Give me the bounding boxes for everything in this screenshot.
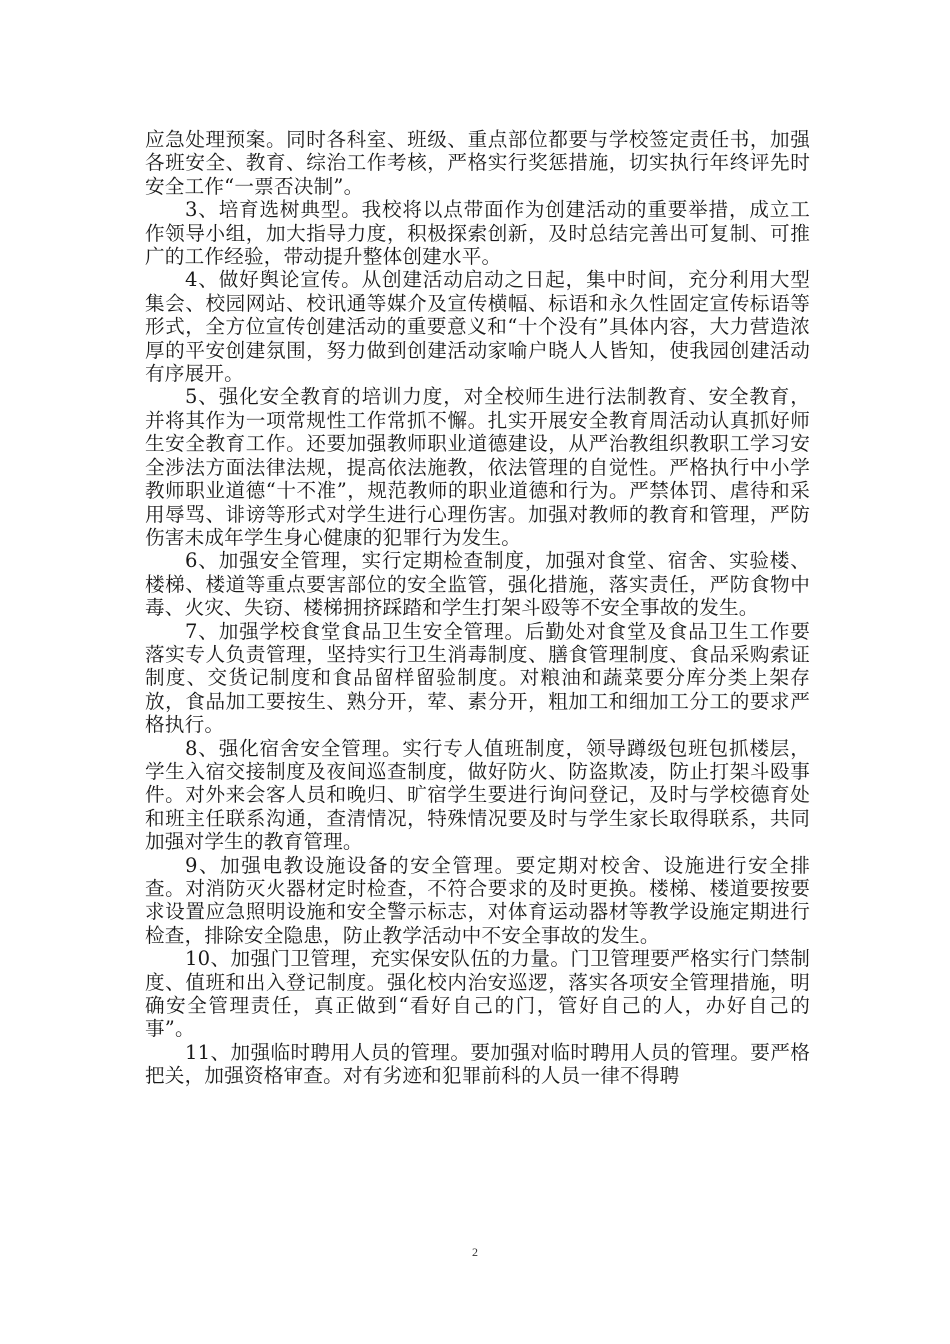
paragraph-item-8: 8、强化宿舍安全管理。实行专人值班制度，领导蹲级包班包抓楼层，学生入宿交接制度及夜间巡查制度，做好防火、防盗欺凌，防止打架斗殴事件。对外来会客人员和晚归、旷宿学生要进行询问登记，及时与学校德育处和班主任联系沟通，查清情况，特殊情况要及时与学生家长取得联系，共同加强对学生的教育管理。 <box>145 736 810 854</box>
paragraph-item-11: 11、加强临时聘用人员的管理。要加强对临时聘用人员的管理。要严格把关，加强资格审查。对有劣迹和犯罪前科的人员一律不得聘 <box>145 1040 810 1088</box>
document-body <box>145 128 810 1088</box>
paragraph-item-10: 10、加强门卫管理，充实保安队伍的力量。门卫管理要严格实行门禁制度、值班和出入登记制度。强化校内治安巡逻，落实各项安全管理措施，明确安全管理责任，真正做到“看好自己的门，管好自己的人，办好自己的事”。 <box>145 947 810 1041</box>
paragraph-continued: 应急处理预案。同时各科室、班级、重点部位都要与学校签定责任书，加强各班安全、教育、综治工作考核，严格实行奖惩措施，切实执行年终评先时安全工作“一票否决制”。 <box>145 128 810 198</box>
paragraph-item-3: 3、培育选树典型。我校将以点带面作为创建活动的重要举措，成立工作领导小组，加大指导力度，积极探索创新，及时总结完善出可复制、可推广的工作经验，带动提升整体创建水平。 <box>145 198 810 269</box>
paragraph-item-4: 4、做好舆论宣传。从创建活动启动之日起，集中时间，充分利用大型集会、校园网站、校讯通等媒介及宣传横幅、标语和永久性固定宣传标语等形式，全方位宣传创建活动的重要意义和“十个没有”具体内容，大力营造浓厚的平安创建氛围，努力做到创建活动家喻户晓人人皆知，使我园创建活动有序展开。 <box>145 268 810 386</box>
paragraph-item-9: 9、加强电教设施设备的安全管理。要定期对校舍、设施进行安全排查。对消防灭火器材定时检查，不符合要求的及时更换。楼梯、楼道要按要求设置应急照明设施和安全警示标志，对体育运动器材等教学设施定期进行检查，排除安全隐患，防止教学活动中不安全事故的发生。 <box>145 853 810 947</box>
paragraph-item-5: 5、强化安全教育的培训力度，对全校师生进行法制教育、安全教育，并将其作为一项常规性工作常抓不懈。扎实开展安全教育周活动认真抓好师生安全教育工作。还要加强教师职业道德建设，从严治教组织教职工学习安全涉法方面法律法规，提高依法施教，依法管理的自觉性。严格执行中小学教师职业道德“十不准”，规范教师的职业道德和行为。严禁体罚、虐待和采用辱骂、诽谤等形式对学生进行心理伤害。加强对教师的教育和管理，严防伤害未成年学生身心健康的犯罪行为发生。 <box>145 385 810 549</box>
paragraph-item-7: 7、加强学校食堂食品卫生安全管理。后勤处对食堂及食品卫生工作要落实专人负责管理，坚持实行卫生消毒制度、膳食管理制度、食品采购索证制度、交货记制度和食品留样留验制度。对粮油和蔬菜要分库分类上架存放，食品加工要按生、熟分开，荤、素分开，粗加工和细加工分工的要求严格执行。 <box>145 619 810 737</box>
page-number: 2 <box>472 1245 478 1259</box>
paragraph-item-6: 6、加强安全管理，实行定期检查制度，加强对食堂、宿舍、实验楼、楼梯、楼道等重点要害部位的安全监管，强化措施，落实责任，严防食物中毒、火灾、失窃、楼梯拥挤踩踏和学生打架斗殴等不安全事故的发生。 <box>145 549 810 620</box>
